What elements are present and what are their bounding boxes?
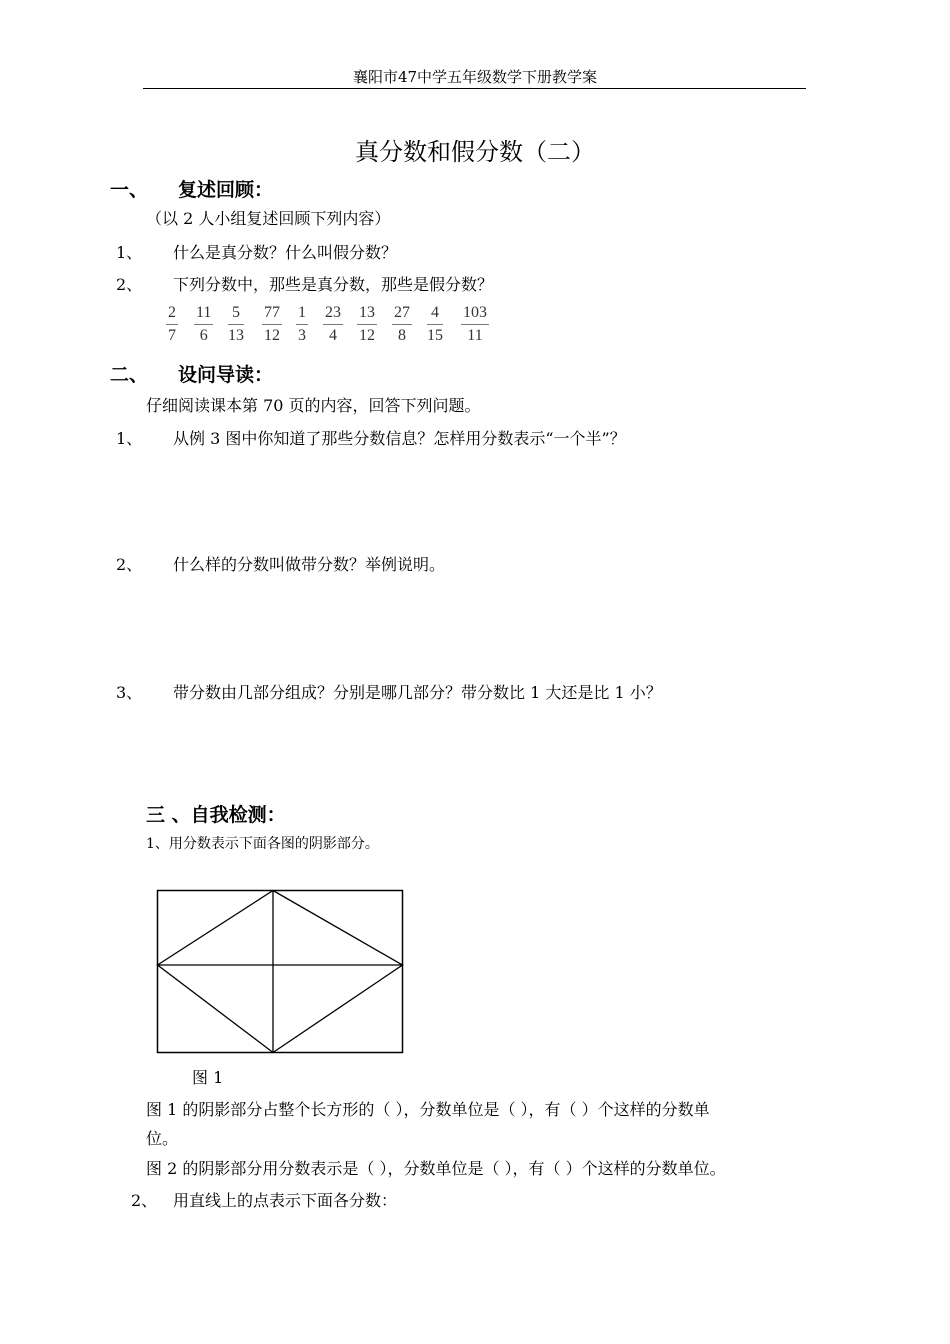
fraction — [166, 304, 178, 345]
fraction-denominator: 8 — [398, 327, 406, 344]
fraction-denominator: 15 — [427, 327, 443, 344]
section1-note: （以 2 人小组复述回顾下列内容） — [146, 209, 391, 228]
figure-1-caption: 图 1 — [192, 1068, 224, 1087]
figure-1-question-line1: 图 1 的阴影部分占整个长方形的（ ），分数单位是（ ），有（ ）个这样的分数单 — [146, 1100, 710, 1119]
figure-rhombus — [158, 891, 403, 1053]
fraction-denominator: 3 — [298, 327, 306, 344]
fraction-denominator: 11 — [467, 327, 483, 344]
section3-title: 三 、自我检测： — [146, 804, 286, 826]
section1-number: 一、 — [110, 179, 149, 201]
fraction-denominator: 7 — [168, 327, 176, 344]
fraction-numerator: 11 — [194, 304, 213, 325]
fraction — [194, 304, 213, 345]
fraction-numerator: 27 — [392, 304, 412, 325]
figure-1-rectangle — [156, 889, 405, 1055]
fraction — [461, 304, 489, 345]
figure-2-question: 图 2 的阴影部分用分数表示是（ ），分数单位是（ ），有（ ）个这样的分数单位。 — [146, 1159, 726, 1178]
fraction — [323, 304, 343, 345]
page-title: 真分数和假分数（二） — [355, 138, 595, 166]
s2-item2-text: 什么样的分数叫做带分数？举例说明。 — [173, 555, 446, 574]
fraction-numerator: 13 — [357, 304, 377, 325]
fraction-numerator: 103 — [461, 304, 489, 325]
section1-title: 复述回顾： — [178, 179, 274, 201]
fraction — [296, 304, 308, 345]
fraction-denominator: 6 — [199, 327, 208, 344]
s1-item2-text: 下列分数中，那些是真分数，那些是假分数？ — [173, 275, 494, 294]
fraction-numerator: 2 — [166, 304, 178, 325]
s1-item1-number: 1、 — [116, 243, 143, 262]
fraction — [392, 304, 412, 345]
fraction-denominator: 13 — [228, 327, 244, 344]
fraction-numerator: 4 — [427, 304, 443, 325]
section3-question1: 1、用分数表示下面各图的阴影部分。 — [146, 836, 379, 852]
fraction-denominator: 12 — [264, 327, 280, 344]
fraction-denominator: 12 — [359, 327, 375, 344]
fraction — [427, 304, 443, 345]
section3-question2-text: 用直线上的点表示下面各分数： — [173, 1191, 398, 1210]
s2-item3-text: 带分数由几部分组成？分别是哪几部分？带分数比 1 大还是比 1 小？ — [173, 683, 662, 702]
s1-item1-text: 什么是真分数？什么叫假分数？ — [173, 243, 398, 262]
section3-question2-number: 2、 — [131, 1191, 158, 1210]
fraction — [262, 304, 282, 345]
header-rule — [143, 88, 806, 89]
section2-intro: 仔细阅读课本第 70 页的内容，回答下列问题。 — [146, 396, 481, 415]
s1-item2-number: 2、 — [116, 275, 143, 294]
fraction-numerator: 5 — [228, 304, 244, 325]
fraction-denominator: 4 — [329, 327, 337, 344]
fraction-numerator: 1 — [296, 304, 308, 325]
fraction — [228, 304, 244, 345]
s2-item2-number: 2、 — [116, 555, 143, 574]
fraction-numerator: 23 — [323, 304, 343, 325]
s2-item3-number: 3、 — [116, 683, 143, 702]
fraction — [357, 304, 377, 345]
section2-title: 设问导读： — [178, 364, 274, 386]
fraction-numerator: 77 — [262, 304, 282, 325]
page-header: 襄阳市47中学五年级数学下册教学案 — [352, 68, 598, 86]
section2-number: 二、 — [110, 364, 149, 386]
s2-item1-number: 1、 — [116, 429, 143, 448]
s2-item1-text: 从例 3 图中你知道了那些分数信息？怎样用分数表示“一个半”？ — [173, 429, 626, 448]
figure-1-question-line2: 位。 — [146, 1129, 179, 1148]
figure-outline — [158, 891, 403, 1053]
